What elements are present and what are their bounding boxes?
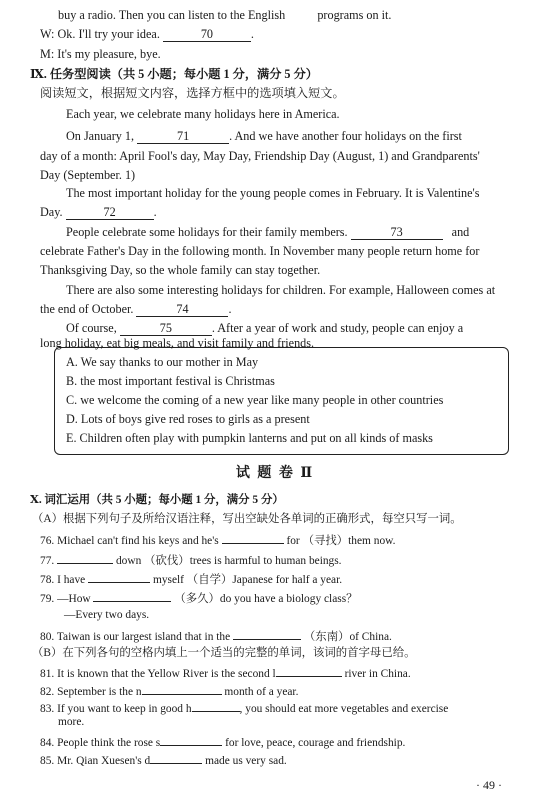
question-77: 77. down （砍伐）trees is harmful to human beings. [40, 550, 342, 569]
answer-blank-78 [88, 569, 150, 583]
dialogue-line: W: Ok. I'll try your idea. 70 . [40, 27, 254, 41]
question-81: 81. It is known that the Yellow River is the second l river in China. [40, 663, 411, 682]
instruction: （A）根据下列句子及所给汉语注释，写出空缺处各单词的正确形式，每空只写一词。 [32, 513, 462, 525]
passage-line: day of a month: April Fool's day, May Day, Friendship Day (August, 1) and Grandparents' [40, 149, 480, 163]
passage-line: The most important holiday for the young people comes in February. It is Valentine's [66, 186, 480, 200]
question-76: 76. Michael can't find his keys and he's for （寻找）them now. [40, 530, 395, 549]
answer-blank-76 [222, 530, 284, 544]
passage-line: Of course, 75 . After a year of work and study, people can enjoy a [66, 321, 464, 335]
passage-line: There are also some interesting holidays for children. For example, Halloween comes at [66, 283, 496, 297]
answer-blank-83 [192, 698, 240, 712]
question-83-cont: more. [58, 716, 85, 728]
answer-blank-70: 70 [163, 28, 251, 42]
answer-blank-79 [93, 588, 171, 602]
passage-line: Day (September. 1) [40, 168, 136, 182]
dialogue-line: M: It's my pleasure, bye. [40, 47, 161, 61]
question-82: 82. September is the n month of a year. [40, 681, 298, 700]
passage-line: long holiday, eat big meals, and visit family and friends. [40, 336, 315, 350]
answer-blank-77 [57, 550, 113, 564]
passage-line: On January 1, 71 . And we have another four holidays on the first [66, 129, 462, 143]
passage-line: celebrate Father's Day in the following month. In November many people return home for [40, 244, 480, 258]
question-79: 79. —How （多久）do you have a biology class？ [40, 588, 358, 607]
section-heading: Ⅸ. 任务型阅读（共 5 小题；每小题 1 分，满分 5 分） [30, 67, 318, 81]
option-d: D. Lots of boys give red roses to girls as a present [66, 412, 310, 426]
page-number: · 49 · [476, 778, 502, 792]
part-title: 试 题 卷 Ⅱ [235, 466, 315, 481]
answer-blank-85 [150, 750, 202, 764]
question-84: 84. People think the rose s for love, peace, courage and friendship. [40, 732, 405, 751]
passage-line: People celebrate some holidays for their family members. 73 and [66, 225, 470, 239]
question-85: 85. Mr. Qian Xuesen's d made us very sad. [40, 750, 287, 769]
text-line: buy a radio. Then you can listen to the English programs on it. [58, 8, 392, 22]
instruction: 阅读短文，根据短文内容，选择方框中的选项填入短文。 [40, 86, 345, 100]
question-79-answer: —Every two days. [64, 609, 150, 621]
answer-blank-81 [276, 663, 342, 677]
answer-blank-84 [160, 732, 222, 746]
option-a: A. We say thanks to our mother in May [66, 355, 259, 369]
instruction: （B）在下列各句的空格内填上一个适当的完整的单词，该词的首字母已给。 [32, 647, 416, 659]
option-b: B. the most important festival is Christmas [66, 374, 275, 388]
answer-blank-71: 71 [137, 130, 229, 144]
passage-line: Each year, we celebrate many holidays here in America. [66, 107, 340, 121]
answer-blank-73: 73 [351, 226, 443, 240]
answer-blank-75: 75 [120, 322, 212, 336]
question-80: 80. Taiwan is our largest island that in the （东南）of China. [40, 626, 392, 645]
option-e: E. Children often play with pumpkin lanterns and put on all kinds of masks [66, 431, 433, 445]
passage-line: Day. 72 . [40, 205, 157, 219]
answer-blank-72: 72 [66, 206, 154, 220]
question-83: 83. If you want to keep in good h , you should eat more vegetables and exercise [40, 698, 448, 717]
question-78: 78. I have myself （自学）Japanese for half a year. [40, 569, 342, 588]
answer-blank-74: 74 [136, 303, 228, 317]
answer-blank-80 [233, 626, 301, 640]
option-c: C. we welcome the coming of a new year like many people in other countries [66, 393, 444, 407]
passage-line: the end of October. 74 . [40, 302, 232, 316]
section-heading: Ⅹ. 词汇运用（共 5 小题；每小题 1 分，满分 5 分） [30, 494, 284, 506]
passage-line: Thanksgiving Day, so the whole family can stay together. [40, 263, 321, 277]
answer-blank-82 [142, 681, 222, 695]
